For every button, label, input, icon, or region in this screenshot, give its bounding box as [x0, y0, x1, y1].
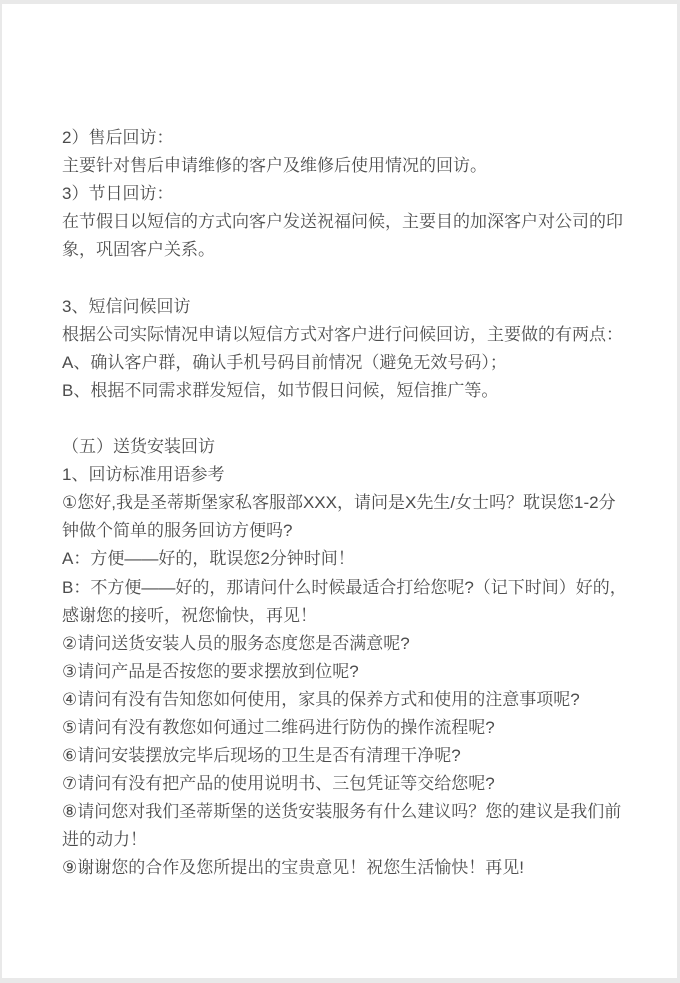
text-line: 3）节日回访：: [62, 184, 174, 204]
text-line: 3、短信问候回访: [62, 296, 191, 316]
text-line: 感谢您的接听，祝您愉快，再见！: [62, 605, 317, 625]
text-line: ⑦请问有没有把产品的使用说明书、三包凭证等交给您呢?: [62, 774, 495, 794]
text-line: ③请问产品是否按您的要求摆放到位呢?: [62, 661, 359, 681]
text-line: 2）售后回访：: [62, 128, 174, 147]
text-line: ⑨谢谢您的合作及您所提出的宝贵意见！祝您生活愉快！再见!: [62, 858, 524, 878]
text-line: ⑧请问您对我们圣蒂斯堡的送货安装服务有什么建议吗？您的建议是我们前: [62, 802, 622, 822]
text-line: 根据公司实际情况申请以短信方式对客户进行问候回访，主要做的有两点：: [62, 324, 623, 344]
text-line: A：方便——好的，耽误您2分钟时间！: [62, 549, 355, 569]
blank-line: [62, 405, 639, 433]
text-line: A、确认客户群，确认手机号码目前情况（避免无效号码）；: [62, 352, 507, 372]
text-line: ⑤请问有没有教您如何通过二维码进行防伪的操作流程呢?: [62, 717, 495, 737]
text-line: 象，巩固客户关系。: [62, 240, 215, 260]
document-text-block: [62, 124, 639, 883]
text-line: ②请问送货安装人员的服务态度您是否满意呢?: [62, 633, 410, 653]
text-line: ⑥请问安装摆放完毕后现场的卫生是否有清理干净呢?: [62, 746, 461, 766]
text-line: ④请问有没有告知您如何使用，家具的保养方式和使用的注意事项呢?: [62, 689, 580, 709]
text-line: 1、回访标准用语参考: [62, 465, 225, 485]
text-line: B：不方便——好的，那请问什么时候最适合打给您呢?（记下时间）好的，: [62, 577, 627, 597]
text-line: 钟做个简单的服务回访方便吗?: [62, 521, 293, 541]
text-line: B、根据不同需求群发短信，如节假日问候，短信推广等。: [62, 380, 499, 400]
text-line: 在节假日以短信的方式向客户发送祝福问候，主要目的加深客户对公司的印: [62, 212, 623, 232]
blank-line: [62, 264, 639, 292]
text-line: 进的动力！: [62, 830, 147, 850]
text-line: ①您好,我是圣蒂斯堡家私客服部XXX，请问是X先生/女士吗？耽误您1-2分: [62, 493, 616, 513]
text-line: 主要针对售后申请维修的客户及维修后使用情况的回访。: [62, 156, 487, 176]
text-line: （五）送货安装回访: [62, 437, 215, 457]
document-page: [2, 4, 677, 978]
